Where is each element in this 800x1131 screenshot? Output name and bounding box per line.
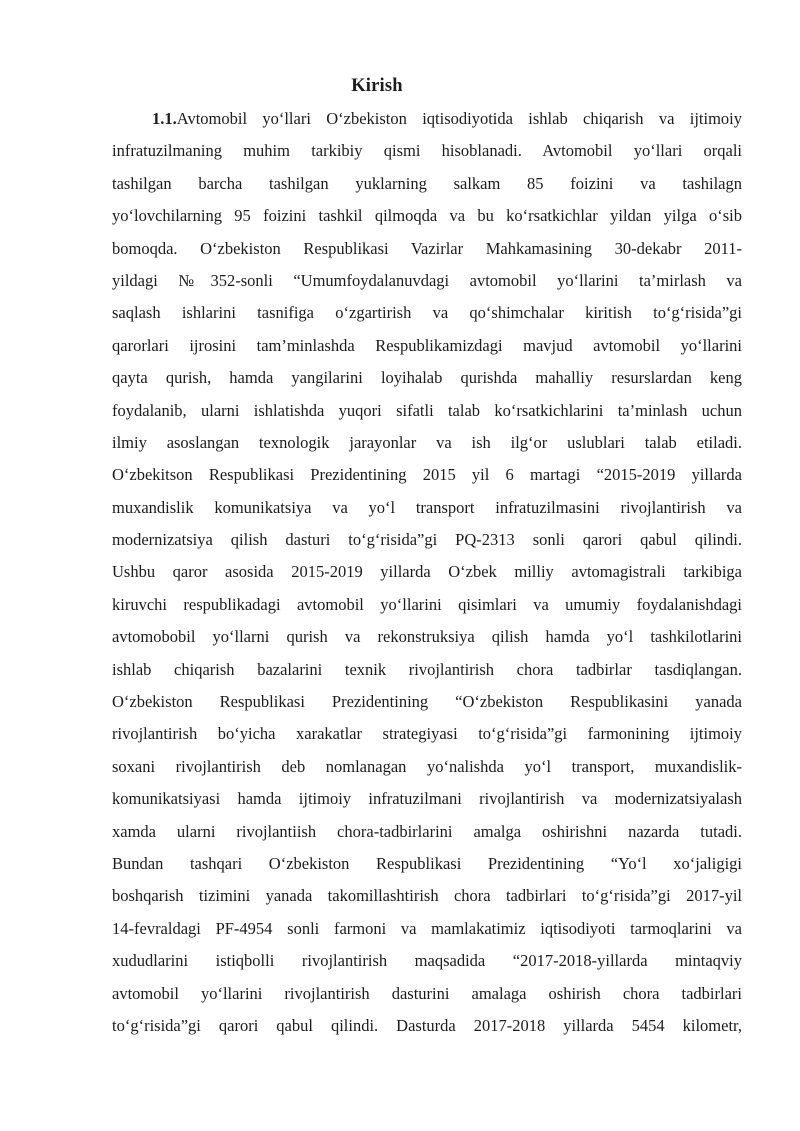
section-title: Kirish (351, 76, 403, 96)
paragraph-line: qarorlari ijrosini tam’minlashda Respublikamizdagi mavjud avtomobil yo‘llarini (112, 335, 742, 355)
paragraph-line: foydalanib, ularni ishlatishda yuqori sifatli talab ko‘rsatkichlarini ta’minlash uchun (112, 400, 742, 420)
paragraph-line: xududlarini istiqbolli rivojlantirish maqsadida “2017-2018-yillarda mintaqviy (112, 951, 742, 971)
paragraph-line: tashilgan barcha tashilgan yuklarning salkam 85 foizini va tashilagn (112, 173, 742, 193)
paragraph-line: Bundan tashqari O‘zbekiston Respublikasi Prezidentining “Yo‘l xo‘jaligigi (112, 853, 742, 873)
paragraph-line: soxani rivojlantirish deb nomlanagan yo‘nalishda yo‘l transport, muxandislik- (112, 756, 742, 776)
paragraph-line: ilmiy asoslangan texnologik jarayonlar va ish ilg‘or uslublari talab etiladi. (112, 432, 742, 452)
paragraph-line: komunikatsiyasi hamda ijtimoiy infratuzilmani rivojlantirish va modernizatsiyalash (112, 789, 742, 809)
paragraph-line: infratuzilmaning muhim tarkibiy qismi hisoblanadi. Avtomobil yo‘llari orqali (112, 141, 742, 161)
paragraph-line: xamda ularni rivojlantiish chora-tadbirlarini amalga oshirishni nazarda tutadi. (112, 821, 742, 841)
paragraph-line-text: Avtomobil yo‘llari O‘zbekiston iqtisodiyotida ishlab chiqarish va ijtimoiy (176, 109, 742, 128)
paragraph-line: O‘zbekitson Respublikasi Prezidentining 2015 yil 6 martagi “2015-2019 yillarda (112, 465, 742, 485)
paragraph-number: 1.1. (152, 109, 177, 128)
paragraph-line: 14-fevraldagi PF-4954 sonli farmoni va mamlakatimiz iqtisodiyoti tarmoqlarini va (112, 918, 742, 938)
document-content (112, 70, 742, 1042)
paragraph-line: to‘g‘risida”gi qarori qabul qilindi. Dasturda 2017-2018 yillarda 5454 kilometr, (112, 1015, 742, 1035)
paragraph-line: bomoqda. O‘zbekiston Respublikasi Vazirlar Mahkamasining 30-dekabr 2011- (112, 238, 742, 258)
paragraph-line: kiruvchi respublikadagi avtomobil yo‘llarini qisimlari va umumiy foydalanishdagi (112, 594, 742, 614)
paragraph-line: rivojlantirish bo‘yicha xarakatlar strategiyasi to‘g‘risida”gi farmonining ijtimoiy (112, 724, 742, 744)
paragraph-line: Ushbu qaror asosida 2015-2019 yillarda O‘zbek milliy avtomagistrali tarkibiga (112, 562, 742, 582)
paragraph-line: O‘zbekiston Respublikasi Prezidentining “O‘zbekiston Respublikasini yanada (112, 692, 742, 712)
paragraph (112, 103, 742, 1042)
paragraph-line: avtomobobil yo‘llarni qurish va rekonstruksiya qilish hamda yo‘l tashkilotlarini (112, 627, 742, 647)
paragraph-line: modernizatsiya qilish dasturi to‘g‘risida”gi PQ-2313 sonli qarori qabul qilindi. (112, 530, 742, 550)
paragraph-line: qayta qurish, hamda yangilarini loyihalab qurishda mahalliy resurslardan keng (112, 368, 742, 388)
paragraph-line: muxandislik komunikatsiya va yo‘l transport infratuzilmasini rivojlantirish va (112, 497, 742, 517)
paragraph-line: yildagi №352-sonli “Umumfoydalanuvdagi avtomobil yo‘llarini ta’mirlash va (112, 270, 742, 290)
paragraph-line: yo‘lovchilarning 95 foizini tashkil qilmoqda va bu ko‘rsatkichlar yildan yilga o‘sib (112, 206, 742, 226)
paragraph-line: boshqarish tizimini yanada takomillashtirish chora tadbirlari to‘g‘risida”gi 2017-yil (112, 886, 742, 906)
paragraph-line: saqlash ishlarini tasnifiga o‘zgartirish va qo‘shimchalar kiritish to‘g‘risida”gi (112, 303, 742, 323)
paragraph-line: ishlab chiqarish bazalarini texnik rivojlantirish chora tadbirlar tasdiqlangan. (112, 659, 742, 679)
paragraph-line: avtomobil yo‘llarini rivojlantirish dasturini amalaga oshirish chora tadbirlari (112, 983, 742, 1003)
paragraph-line (112, 103, 742, 135)
